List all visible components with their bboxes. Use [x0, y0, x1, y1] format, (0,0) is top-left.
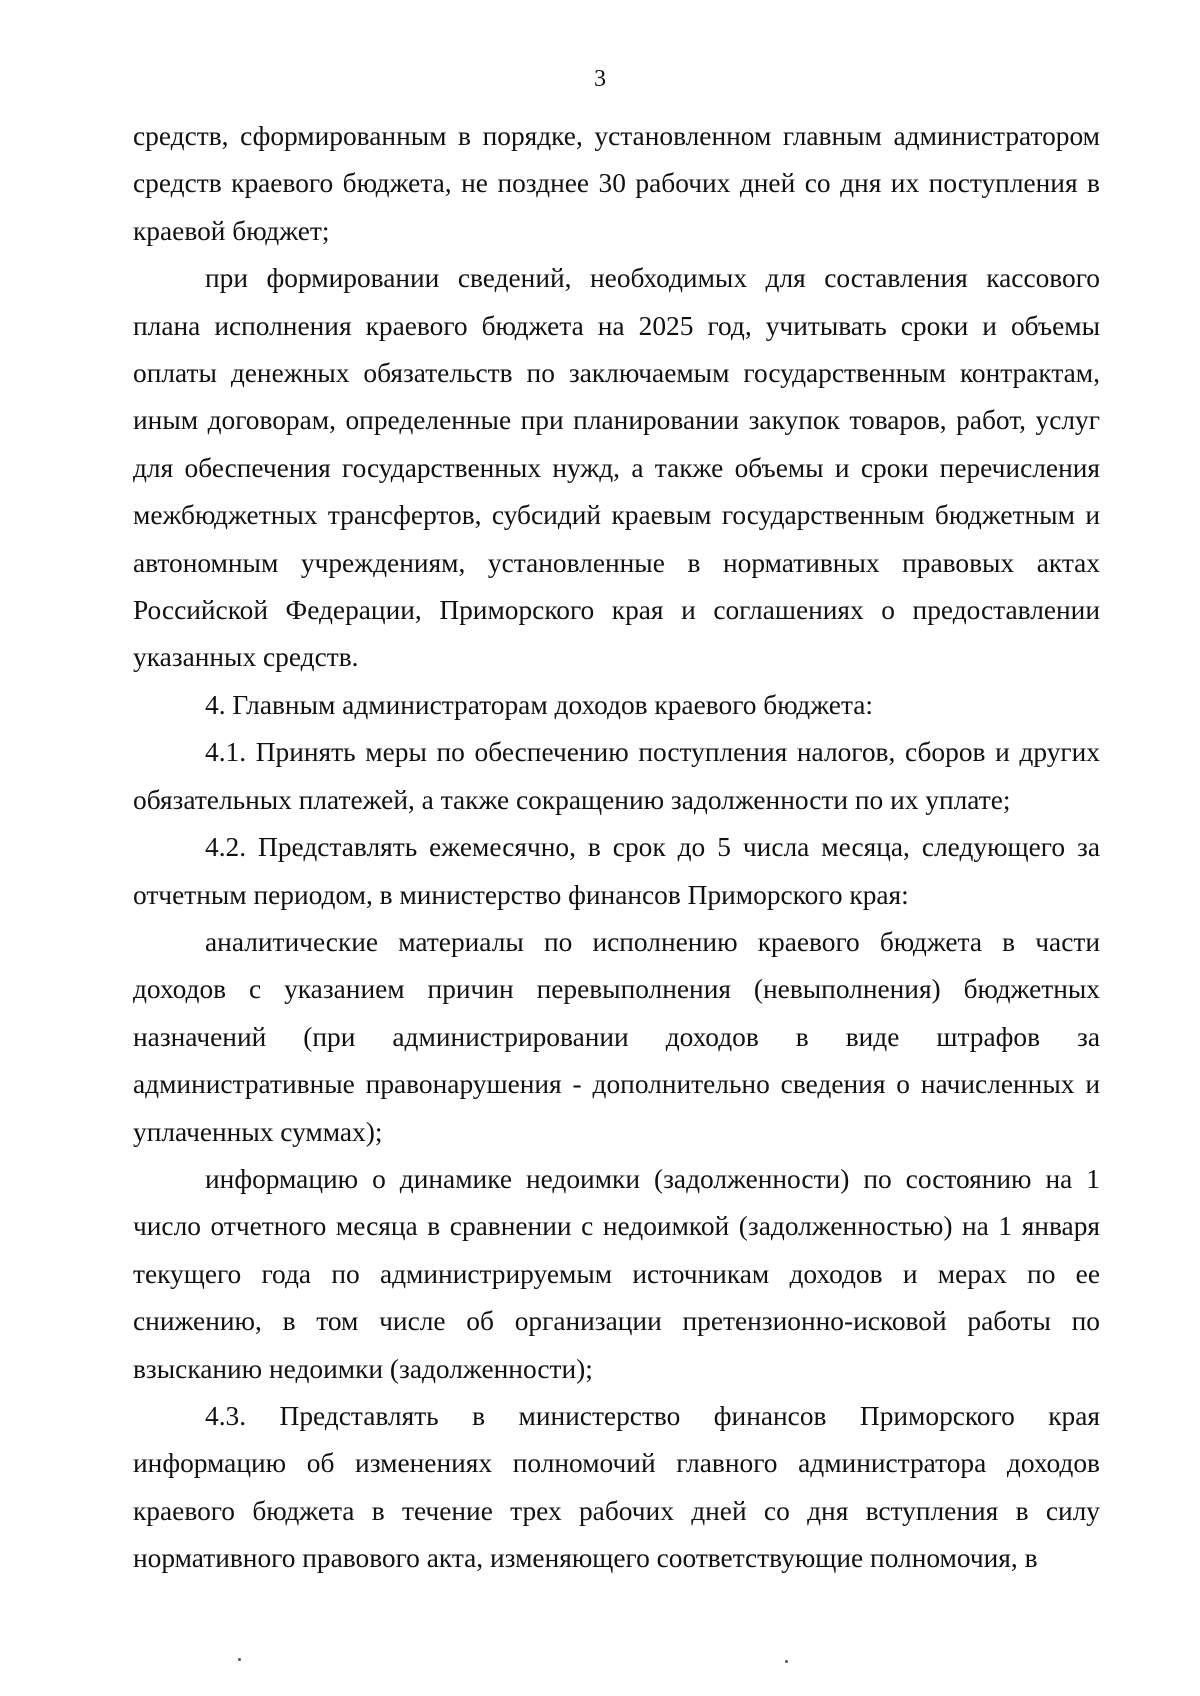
paragraph-item-4-1: 4.1. Принять меры по обеспечению поступления налогов, сборов и других обязательных платежей, а также сокращению задолженности по их уплате;: [133, 737, 1100, 815]
paragraph-item-4-2: 4.2. Представлять ежемесячно, в срок до 5 числа месяца, следующего за отчетным периодом, в министерство финансов Приморского края:: [133, 832, 1100, 910]
paragraph-item-4: 4. Главным администраторам доходов краевого бюджета:: [205, 689, 874, 720]
paragraph-item-4-3: 4.3. Представлять в министерство финансов Приморского края информацию об изменениях полномочий главного администратора доходов краевого бюджета в течение трех рабочих дней со дня вступления в силу нормативного правового акта, изменяющего соответствующие полномочия, в: [133, 1400, 1100, 1574]
paragraph-funds-continuation: средств, сформированным в порядке, установленном главным администратором средств краевого бюджета, не позднее 30 рабочих дней со дня их поступления в краевой бюджет;: [133, 121, 1100, 246]
paragraph-arrears-info: информацию о динамике недоимки (задолженности) по состоянию на 1 число отчетного месяца в сравнении с недоимкой (задолженностью) на 1 января текущего года по администрируемым источникам доходов и мерах по ее снижению, в том числе об организации претензионно-исковой работы по взысканию недоимки (задолженности);: [133, 1163, 1100, 1384]
paragraph-cash-plan: при формировании сведений, необходимых для составления кассового плана исполнения краевого бюджета на 2025 год, учитывать сроки и объемы оплаты денежных обязательств по заключаемым государственным контрактам, иным договорам, определенные при планировании закупок товаров, работ, услуг для обеспечения государственных нужд, а также объемы и сроки перечисления межбюджетных трансфертов, субсидий краевым государственным бюджетным и автономным учреждениям, установленные в нормативных правовых актах Российской Федерации, Приморского края и соглашениях о предоставлении указанных средств.: [133, 263, 1100, 673]
scan-speck: [238, 1658, 241, 1661]
paragraph-analytic-materials: аналитические материалы по исполнению краевого бюджета в части доходов с указанием причин перевыполнения (невыполнения) бюджетных назначений (при администрировании доходов в виде штрафов за административные правонарушения - дополнительно сведения о начисленных и уплаченных суммах);: [133, 926, 1100, 1147]
scan-speck: [785, 1660, 788, 1663]
page-number: 3: [594, 66, 606, 92]
document-body: [133, 113, 1100, 1583]
